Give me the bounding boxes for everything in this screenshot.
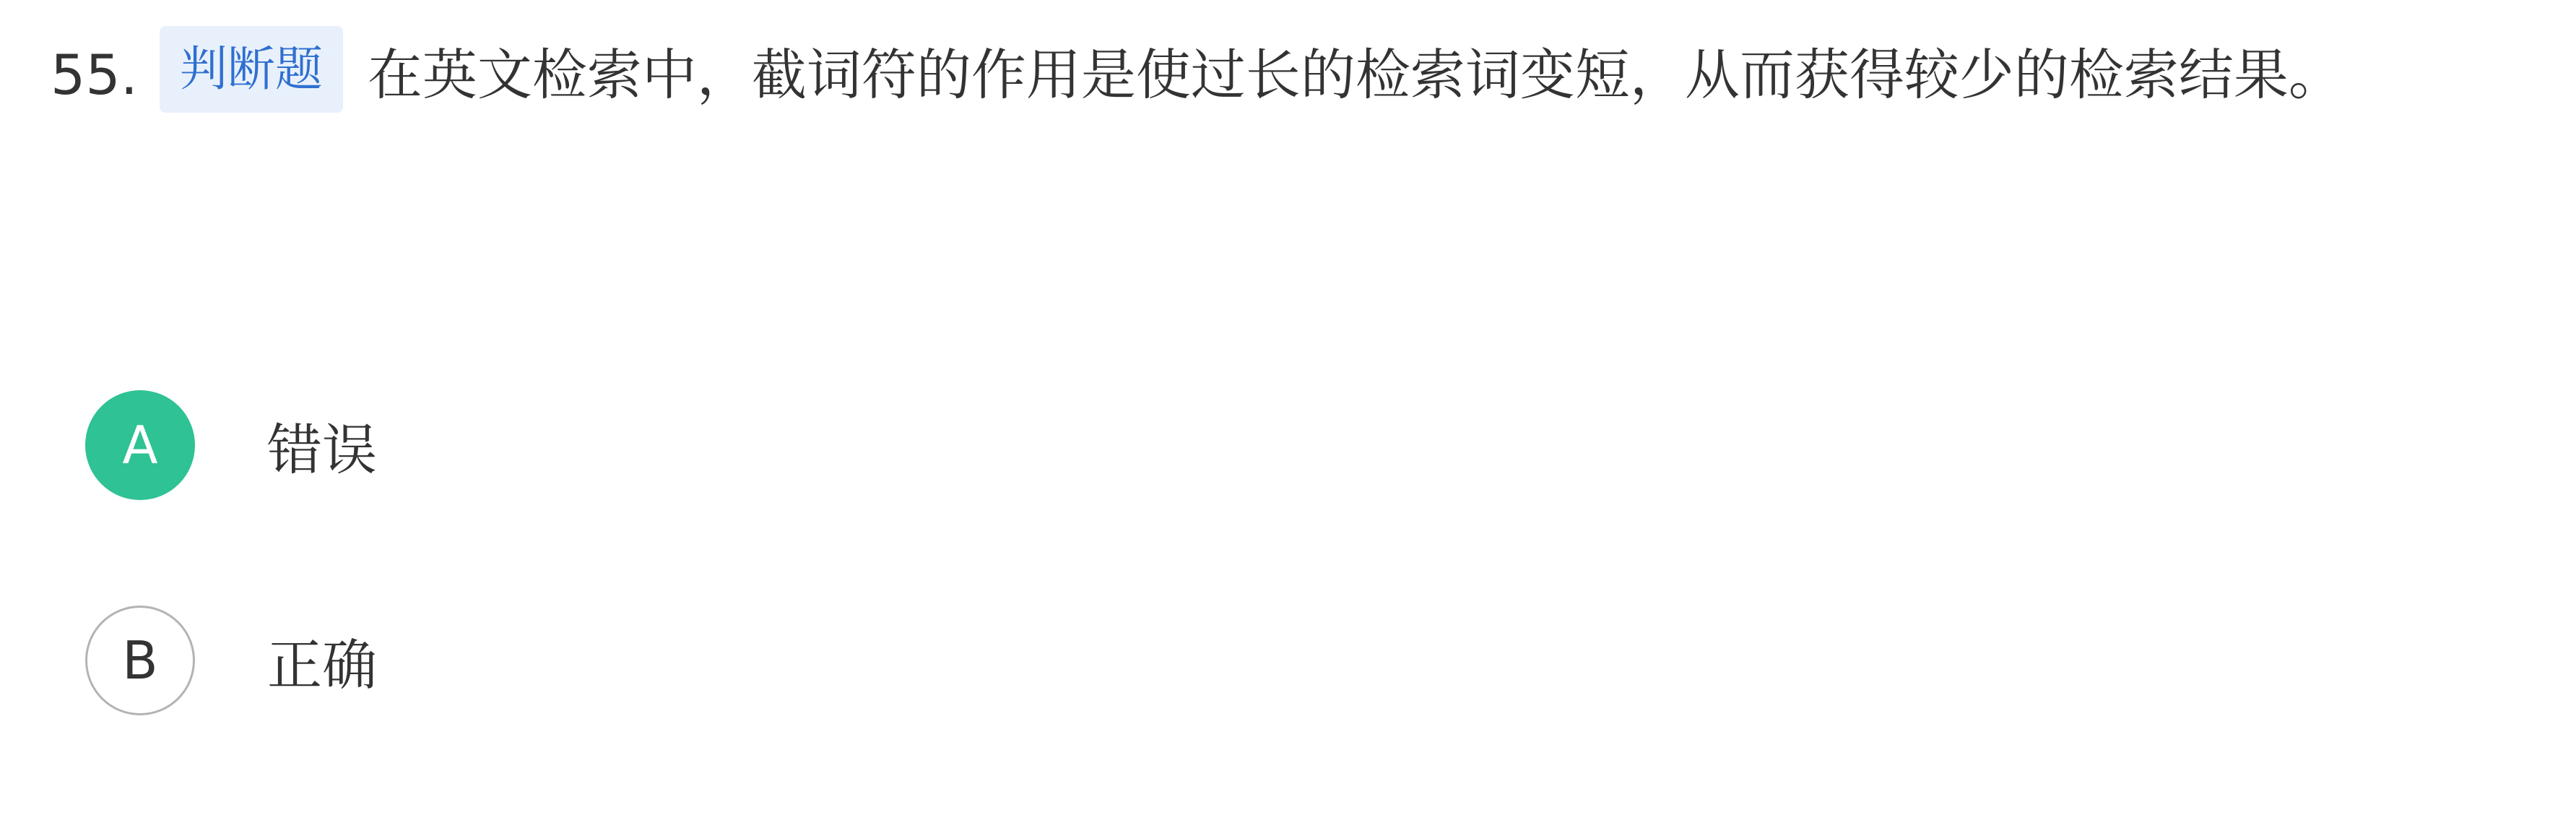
option-a-label[interactable]: 错误 — [267, 417, 377, 482]
option-b-marker[interactable]: B — [85, 606, 195, 715]
question-number: 55. — [51, 43, 138, 107]
option-b[interactable] — [85, 603, 377, 718]
question-block — [51, 0, 2535, 164]
question-type-badge: 判断题 — [160, 26, 343, 113]
option-a-marker[interactable]: A — [85, 390, 195, 500]
answer-options — [85, 387, 377, 818]
option-b-label[interactable]: 正确 — [267, 632, 377, 697]
option-a[interactable] — [85, 387, 377, 503]
question-text: 在英文检索中，截词符的作用是使过长的检索词变短，从而获得较少的检索结果。 — [367, 43, 2343, 107]
